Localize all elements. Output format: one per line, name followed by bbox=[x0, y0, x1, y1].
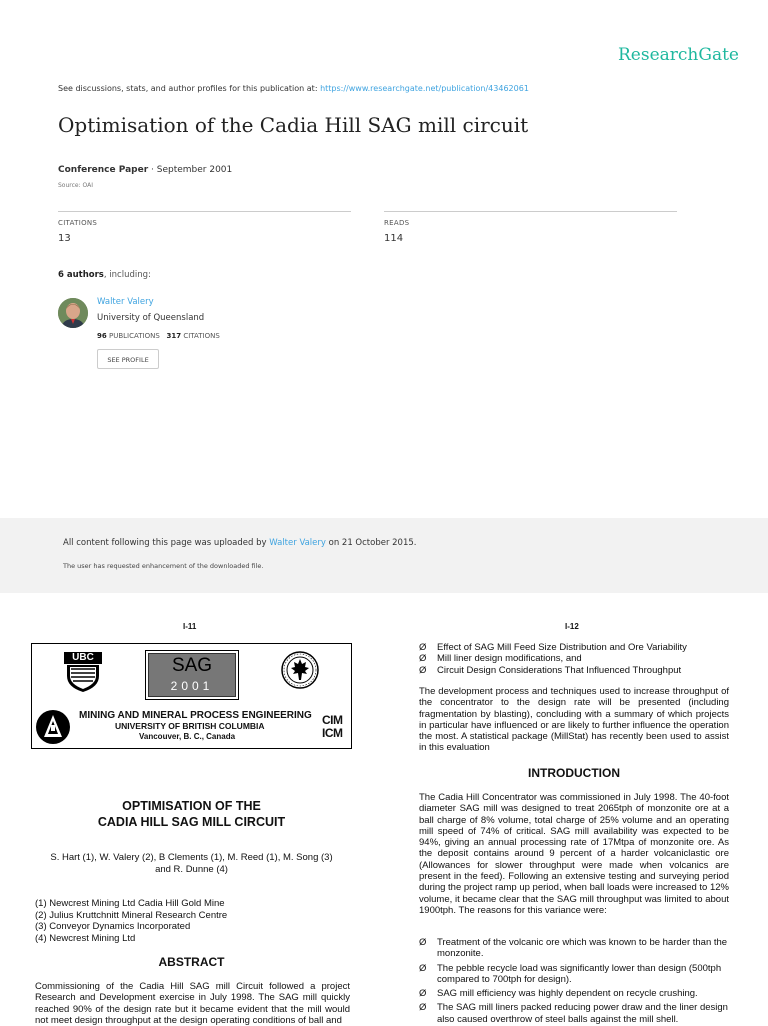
upload-suffix: on 21 October 2015. bbox=[328, 538, 417, 548]
divider bbox=[384, 211, 677, 212]
sag-year: 2001 bbox=[170, 679, 214, 693]
reasons-bullet-list bbox=[419, 937, 729, 1025]
see-profile-button[interactable]: SEE PROFILE bbox=[97, 349, 159, 369]
affiliation-item: (2) Julius Kruttchnitt Mineral Research Centre bbox=[35, 909, 228, 921]
icm-text: ICM bbox=[322, 726, 343, 740]
ubc-label: UBC bbox=[72, 652, 94, 663]
list-item bbox=[419, 1002, 729, 1025]
bullet-symbol: Ø bbox=[419, 642, 427, 653]
upload-note bbox=[63, 538, 417, 548]
introduction-paragraph: The Cadia Hill Concentrator was commissioned in July 1998. The 40-foot diameter SAG mill was designed to treat 2065tph of monzonite ore at a ball charge of 8% volume, total charge of 25% volume and an operating mill speed of 74% of critical. SAG mill availability was expected to be 94%, giving an annual processing rate of 17Mtpa of monzonite ore. As the deposit contains around 9 percent of a harder volcaniclastic ore (Allowances for slower throughput were made when volcanics are present in the feed). Following an extensive testing and surveying period during the project ramp up period, when ball loads were increased to 12% volume, it became clear that the SAG mill throughput was limited to about 1900tph. The reasons for this variance were: bbox=[419, 792, 729, 916]
list-item-text: Circuit Design Considerations That Influenced Throughput bbox=[437, 664, 682, 676]
researchgate-logo[interactable]: ResearchGate bbox=[618, 45, 739, 65]
left-page-number: I-11 bbox=[183, 622, 197, 631]
maple-leaf-seal-icon bbox=[281, 651, 319, 693]
abstract-heading: ABSTRACT bbox=[158, 955, 225, 969]
source-note: Source: OAI bbox=[58, 182, 94, 189]
publication-date: · September 2001 bbox=[148, 165, 233, 175]
bullet-symbol: Ø bbox=[419, 653, 427, 665]
header-line-2: UNIVERSITY OF BRITISH COLUMBIA bbox=[115, 721, 265, 731]
list-item bbox=[419, 642, 729, 653]
paper-title bbox=[31, 798, 352, 830]
author-stats bbox=[97, 332, 220, 340]
introduction-heading: INTRODUCTION bbox=[528, 766, 620, 780]
publications-label: PUBLICATIONS bbox=[108, 332, 160, 340]
affiliation-item: (1) Newcrest Mining Ltd Cadia Hill Gold Mine bbox=[35, 898, 225, 909]
enhancement-note: The user has requested enhancement of the downloaded file. bbox=[63, 562, 264, 570]
header-line-3: Vancouver, B. C., Canada bbox=[139, 732, 236, 741]
cim-text: CIM bbox=[322, 713, 343, 727]
authors-heading bbox=[58, 270, 151, 280]
paper-authors-line-1: S. Hart (1), W. Valery (2), B Clements (1), M. Reed (1), M. Song (3) bbox=[50, 852, 333, 863]
top-bullet-list bbox=[419, 642, 729, 676]
bullet-symbol: Ø bbox=[419, 664, 427, 676]
cim-logo bbox=[322, 714, 343, 740]
bullet-symbol: Ø bbox=[419, 962, 427, 974]
list-item bbox=[419, 653, 729, 664]
development-paragraph: The development process and techniques used to increase throughput of the concentrator to the design rate will be presented (including fragmentation by blasting), concluding with a summary of which projects in particular have influenced or are likely to further influence the operation the most. A statistical package (MillStat) has recently been used to assist in this evaluation bbox=[419, 686, 729, 754]
list-item bbox=[419, 963, 729, 986]
list-item bbox=[419, 665, 729, 676]
publication-title: Optimisation of the Cadia Hill SAG mill circuit bbox=[58, 113, 529, 137]
bullet-symbol: Ø bbox=[419, 1002, 427, 1014]
authors-suffix: , including: bbox=[103, 270, 151, 280]
reads-count: 114 bbox=[384, 233, 404, 244]
list-item-text: The SAG mill liners packed reducing power draw and the liner design also caused overthrow of steel balls against the mill shell. bbox=[437, 1002, 728, 1025]
author-citations-label: CITATIONS bbox=[183, 332, 220, 340]
author-citations-count: 317 bbox=[166, 332, 182, 340]
affiliations-list bbox=[35, 898, 227, 944]
list-item bbox=[419, 988, 729, 999]
bullet-symbol: Ø bbox=[419, 988, 427, 1000]
header-line-1: MINING AND MINERAL PROCESS ENGINEERING bbox=[79, 710, 312, 721]
right-page-number: I-12 bbox=[565, 622, 579, 631]
affiliation-item: (3) Conveyor Dynamics Incorporated bbox=[35, 921, 191, 932]
list-item-text: SAG mill efficiency was highly dependent on recycle crushing. bbox=[437, 988, 698, 1000]
upload-prefix: All content following this page was uploaded by bbox=[63, 538, 267, 548]
avatar[interactable] bbox=[58, 298, 88, 328]
paper-authors bbox=[31, 852, 352, 876]
bullet-symbol: Ø bbox=[419, 937, 427, 948]
list-item-text: Mill liner design modifications, and bbox=[437, 653, 582, 665]
paper-title-line-2: CADIA HILL SAG MILL CIRCUIT bbox=[97, 815, 286, 829]
citations-count: 13 bbox=[58, 233, 71, 244]
publication-link[interactable]: https://www.researchgate.net/publication/43462061 bbox=[320, 84, 529, 93]
paper-authors-line-2: and R. Dunne (4) bbox=[155, 864, 228, 875]
citations-label: CITATIONS bbox=[58, 219, 98, 227]
list-item-text: Treatment of the volcanic ore which was known to be harder than the monzonite. bbox=[437, 937, 728, 960]
publication-meta bbox=[58, 165, 232, 175]
divider bbox=[58, 211, 351, 212]
discussion-text: See discussions, stats, and author profiles for this publication at: bbox=[58, 84, 318, 93]
reads-label: READS bbox=[384, 219, 410, 227]
uploader-link[interactable]: Walter Valery bbox=[269, 538, 326, 548]
abstract-text: Commissioning of the Cadia Hill SAG mill Circuit followed a project Research and Development exercise in July 1998. The SAG mill quickly reached 90% of the design rate but it became evident that the mill would not meet design throughput at the design operating conditions of ball and bbox=[35, 981, 350, 1026]
paper-type: Conference Paper bbox=[58, 165, 149, 175]
paper-title-line-1: OPTIMISATION OF THE bbox=[122, 799, 261, 813]
sag-logo bbox=[145, 650, 239, 700]
author-photo-icon bbox=[58, 298, 88, 328]
publications-count: 96 bbox=[97, 332, 107, 340]
list-item-text: The pebble recycle load was significantly lower than design (500tph compared to 700tph for design). bbox=[437, 962, 722, 985]
miner-emblem-icon bbox=[35, 709, 71, 749]
authors-count: 6 authors bbox=[58, 270, 104, 280]
discussion-line bbox=[58, 84, 529, 93]
sag-title: SAG bbox=[171, 655, 213, 676]
author-affiliation: University of Queensland bbox=[97, 313, 205, 323]
author-name-link[interactable]: Walter Valery bbox=[97, 297, 154, 307]
list-item-text: Effect of SAG Mill Feed Size Distribution and Ore Variability bbox=[437, 642, 687, 653]
affiliation-item: (4) Newcrest Mining Ltd bbox=[35, 932, 136, 944]
list-item bbox=[419, 937, 729, 960]
upload-banner bbox=[0, 518, 768, 593]
